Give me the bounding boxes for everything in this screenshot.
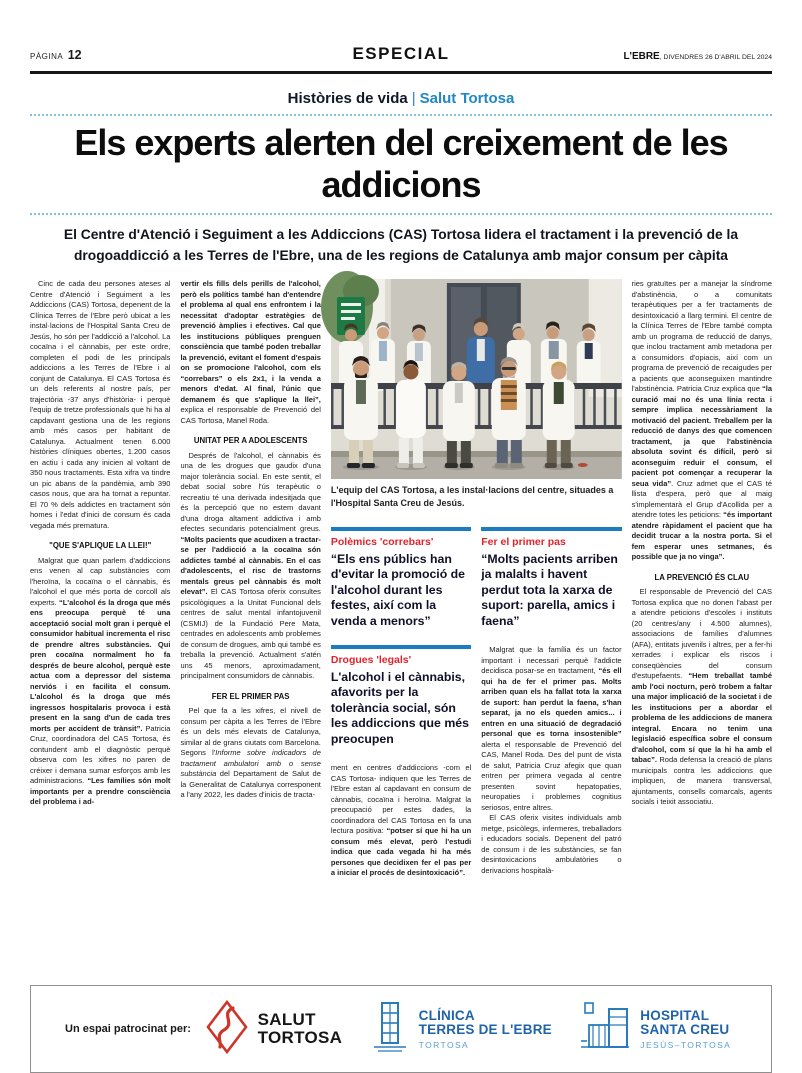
subhead-prevencio-clau: LA PREVENCIÓ ÉS CLAU <box>654 572 750 582</box>
dotted-rule-top <box>30 114 772 116</box>
clinica-terres-ebre-logo <box>370 1001 552 1058</box>
kicker-divider: | <box>411 90 416 107</box>
logo-line: SANTA CREU <box>640 1022 730 1037</box>
dotted-rule-under-headline <box>30 213 772 215</box>
subhead-unitat-adolescents: UNITAT PER A ADOLESCENTS <box>193 436 308 445</box>
hospital-wordmark <box>640 1009 731 1050</box>
folio-bar <box>30 0 772 74</box>
salut-tortosa-wordmark <box>258 1011 343 1047</box>
masthead-date <box>525 46 772 64</box>
folio-page <box>30 46 277 64</box>
paragraph <box>331 763 471 879</box>
bold-run: vertir els fills dels perills de l'alcohol, però els polítics també han d'entendre el problema al qual ens enfrontem i la necessitat d'adoptar estratègies de prevenció àmplies i efectives. Cal que les institucions públiques prenguen consciència que també poden treballar la prevenció, evitant el foment d'espais on se promocione l'alcohol, com els “correbars” o els 2x1, i la venda a menors d'edat. Al final, l'únic que demanem és que s'aplique la llei”, <box>180 279 321 404</box>
photo-and-columns-34 <box>331 279 622 971</box>
text-run: Malgrat que quan parlem d'addiccions ens venen al cap substàncies com l'heroïna, la cocaïna o el cànnabis, és l'alcohol el que més porta de corcoll als experts. <box>30 555 171 607</box>
quote-box-title: Polèmics 'correbars' <box>330 536 434 548</box>
bold-run: “Les famílies són molt importants per a prendre consciència del problema i ad- <box>30 776 171 806</box>
headline: Els experts alerten del creixement de les addicions <box>74 122 728 205</box>
logo-subline: JESÚS–TORTOSA <box>640 1039 732 1050</box>
article-column-3 <box>331 527 471 971</box>
sponsor-label: Un espai patrocinat per: <box>65 1023 191 1035</box>
text-run: Roda defensa la creació de plans municipals contra les addiccions que impliquen, de manera transversal, ajuntaments, consells comarcals, agents socials i teixit associatiu. <box>631 755 773 806</box>
kicker-brand: Salut Tortosa <box>419 90 515 107</box>
bold-run: “Molts pacients que acudixen a tractar-se per l'addicció a la cocaïna són addictes també al cànnabis. En el cas d'adolescents, el risc de trastorns mentals greus pel cànnabis és molt elevat”. <box>180 534 321 596</box>
logo-subline: TORTOSA <box>418 1039 470 1050</box>
article-column-1 <box>30 279 170 971</box>
text-run: El responsable de Prevenció del CAS Tortosa explica que no donen l'abast per a atendre peticions d'escoles i instituts (20 centres/any i 4.500 alumnes), associacions de famílies d'alumnes (AFA), entitats juvenils i altres, per a fer-hi xerrades i explicar els riscos i conseqüències del consum d'estupefaents. <box>631 587 773 680</box>
clinica-wordmark <box>419 1009 552 1050</box>
text-run: alerta el responsable de Prevenció del CAS, Manel Roda. Des del punt de vista de salut, Patricia Cruz afegix que quan entren per primera vegada al centre presenten sovint hepatopaties, neuropaties i problemes cognitius seriosos, entre altres. <box>481 739 622 812</box>
photo-caption: L'equip del CAS Tortosa, a les instal·lacions del centre, situades a l'Hospital Santa Creu de Jesús. <box>330 485 614 508</box>
paragraph <box>180 279 320 426</box>
quote-box-drogues <box>331 645 471 747</box>
page-label: PÀGINA <box>30 52 64 61</box>
quote-box-title: Drogues 'legals' <box>330 654 412 666</box>
paragraph <box>481 645 621 813</box>
paragraph <box>30 556 170 808</box>
text-run: Patricia Cruz, coordinadora del CAS Tortosa, és contundent amb el diagnòstic perquè observa com les xifres no paren de créixer i demana sumar esforços amb les administracions. <box>30 723 171 785</box>
quote-box-correbars <box>331 527 471 629</box>
text-run: ment en centres d'addiccions -com el CAS Tortosa- indiquen que les Terres de l'Ebre estan al capdavant en consum de cànnabis, cocaïna i heroïna. Malgrat la preocupació per estes dades, la coordinadora del CAS Tortosa en fa una lectura positiva: <box>330 763 472 835</box>
edition-date: , DIVENDRES 26 D'ABRIL DEL 2024 <box>659 54 772 61</box>
logo-line: TERRES DE L'EBRE <box>418 1022 552 1037</box>
logo-line: HOSPITAL <box>640 1007 710 1023</box>
logo-line: CLÍNICA <box>418 1007 475 1023</box>
text-run: Després de l'alcohol, el cànnabis és una de les drogues que gaudix d'una major tolerància social. En este sentit, el debat social sobre l'ús terapèutic o recreatiu té una derivada indesitjada que és la percepció que no estem davant d'una droga altament addictiva i amb efectes secundaris potencialment greus. <box>180 450 321 533</box>
quote-box-text: “Molts pacients arriben ja malalts i havent perdut tota la xarxa de suport: parella, amics i faena” <box>481 551 618 628</box>
paragraph <box>632 279 772 563</box>
text-run: Malgrat que la família és un factor important i necessari perquè l'addicte decidisca posar-se en tractament, <box>481 645 622 675</box>
logo-line: SALUT <box>257 1010 316 1029</box>
team-photo <box>331 279 622 479</box>
text-run: del Departament de Salut de la Generalitat de Catalunya corresponent a l'any 2022, les dades d'inicis de tracta- <box>180 769 321 799</box>
quote-box-primer-pas <box>481 527 621 629</box>
subhead-aplique-llei: "QUE S'APLIQUE LA LLEI!" <box>49 541 152 550</box>
team-photo-illustration <box>331 279 622 479</box>
text-run: Pel que fa a les xifres, el nivell de consum per càpita a les Terres de l'Ebre és un dels més elevats de Catalunya, similar al de grans ciutats com Barcelona. Segons l' <box>180 706 321 757</box>
quote-box-text: L'alcohol i el cànnabis, afavorits per la tolerància social, són les addiccions que més preocupen <box>330 669 469 746</box>
bold-run: “és ell qui ha de fer el primer pas. Molts arriben quan els ha fallat tota la xarxa de suport: han perdut la faena, s'han separat, ja no els queden amics... i entren en una situació de degradació personal que es torna insostenible” <box>481 666 622 738</box>
article-column-4 <box>481 527 621 971</box>
text-run: El CAS Tortosa oferix consultes psicològiques a la Unitat Funcional dels centres de salut mental infantojuvenil (CSMIJ) de la Fundació Pere Mata, centrades en adolescents amb problemes de consum de drogues, amb qui també es treballa la prevenció. Actualment s'atén uns 45 menors, aproximadament, principalment consumidors de cànnabis. <box>180 587 321 680</box>
article-columns <box>30 279 772 971</box>
text-run: . Cruz admet que el CAS té llista d'espera, però que al maig s'implementarà el Grup d'Acollida per a atendre totes les peticions: <box>631 478 773 519</box>
paper-name: L'EBRE <box>623 51 660 62</box>
page-content <box>30 0 772 1073</box>
bold-run: “és important atendre ràpidament el pacient que ha decidit trucar a la nostra porta. Si el fem esperar unes setmanes, és possible que ja no vinga”. <box>631 510 773 561</box>
paragraph <box>180 451 320 682</box>
hospital-building-icon <box>579 1001 631 1058</box>
kicker-series: Històries de vida <box>287 90 408 107</box>
photo-figure <box>331 279 622 509</box>
columns-3-4 <box>331 527 622 971</box>
salut-tortosa-diamond-icon <box>205 999 249 1060</box>
text-run: El CAS oferix visites individuals amb metge, psicòlegs, infermeres, treballadors i educadors socials. Depenent del patró de consum i de les substàncies, se fan desintoxicacions ambulatòries o derivacions hospitalà- <box>481 813 622 875</box>
logo-line: TORTOSA <box>257 1028 343 1047</box>
clinica-tower-icon <box>370 1001 410 1058</box>
subhead-primer-pas: FER EL PRIMER PAS <box>211 691 290 701</box>
paragraph <box>180 706 320 801</box>
paragraph <box>481 813 621 876</box>
section-title: ESPECIAL <box>352 44 450 63</box>
standfirst: El Centre d'Atenció i Seguiment a les Addiccions (CAS) Tortosa lidera el tractament i la prevenció de la drogoaddicció a les Terres de l'Ebre, una de les regions de Catalunya amb major consum per càpita <box>63 227 739 263</box>
sponsor-strip <box>30 985 772 1073</box>
text-run: ries gratuïtes per a manejar la síndrome d'abstinència, o a comunitats terapèutiques per a fer tractaments de desintoxicació a llarg termini. El centre de la Clínica Terres de l'Ebre també compta amb un programa de reducció de danys, que inclou tractament amb metadona per a consumidors d'opiacis, així com un programa de prevenció de recaigudes per a pacients que aconseguixen mantindre l'abstinència. Patricia Cruz explica que <box>631 279 773 393</box>
text-run: Cinc de cada deu persones ateses al Centre d'Atenció i Seguiment a les Addiccions (CAS) Tortosa, depenent de la Clínica Terres de l'Ebre però ubicat a les instal·lacions de l'Hospital Santa Creu de Jesús, ho són per l'addicció a l'alcohol. La cocaïna i el cànnabis, per este ordre, completen el podi de les principals addiccions a les Terres de l'Ebre i al conjunt de Catalunya. El CAS Tortosa és un dels referents al nostre país, per trajectòria -37 anys d'història- i perquè l'equip de tretze professionals que hi ha al capdavant gestiona una de les regions amb més casos per habitant de Catalunya. Actualment tenen 6.000 històries clíniques obertes, 1.200 casos en actiu i cada any inicien al voltant de 350 nous tractaments. Esta xifra va tindre un pic abans de la pandèmia, amb 390 casos nous, que ara ha tornat a repuntar. El 70 % dels addictes en tractament són homes i l'edat d'inici de consum és cada vegada més prematura. <box>30 279 171 530</box>
quote-box-title: Fer el primer pas <box>481 536 566 548</box>
kicker <box>30 90 772 107</box>
page-number: 12 <box>67 48 82 62</box>
quote-box-text: “Els ens públics han d'evitar la promoció de l'alcohol durant les festes, així com la venda a menors” <box>330 551 465 628</box>
section-header <box>277 44 524 64</box>
bold-run: “la curació mai no és una línia recta i sempre implica necessàriament la motivació del pacient. Treballem per la reducció de danys des que comencen tractament, ja que l'abstinència absoluta sovint és difícil, però si aconseguim reduir el consum, el pacient pot començar a recuperar la seua vida” <box>631 384 773 488</box>
article-column-5 <box>632 279 772 971</box>
paragraph <box>632 587 772 808</box>
sponsor-logos <box>191 999 745 1060</box>
text-run: explica el responsable de Prevenció del CAS Tortosa, Manel Roda. <box>180 405 321 425</box>
bold-run: “L'alcohol és la droga que més ens preocupa perquè té una acceptació social molt gran i perquè el consumidor habitual incrementa el risc de prendre altres substàncies. Qui pren cocaïna normalment ho fa després de beure alcohol, perquè este actua com a depressor del sistema nerviós i en facilita el consum. L'alcohol és la droga que més ingressos hospitalaris provoca i està present en la sang d'un de cada tres morts per accident de trànsit”. <box>30 597 171 733</box>
paragraph <box>30 279 170 531</box>
bold-run: “potser sí que hi ha un consum més elevat, però l'estudi indica que cada vegada hi ha més persones que decidixen fer el pas per a iniciar el procés de desintoxicació”. <box>330 826 472 877</box>
italic-run: Informe sobre indicadors de tractament ambulatori amb o sense substància <box>180 748 321 778</box>
bold-run: “Hem treballat també amb l'oci nocturn, però trobem a faltar una major implicació de la societat i de les institucions per a abordar el problema de les addiccions de manera integral. Encara no tenim una legislació específica sobre el consum d'alcohol, com sí que la hi ha amb el tabac”. <box>631 671 773 764</box>
article-column-2 <box>180 279 320 971</box>
hospital-santa-creu-logo <box>579 1001 731 1058</box>
salut-tortosa-logo <box>205 999 343 1060</box>
